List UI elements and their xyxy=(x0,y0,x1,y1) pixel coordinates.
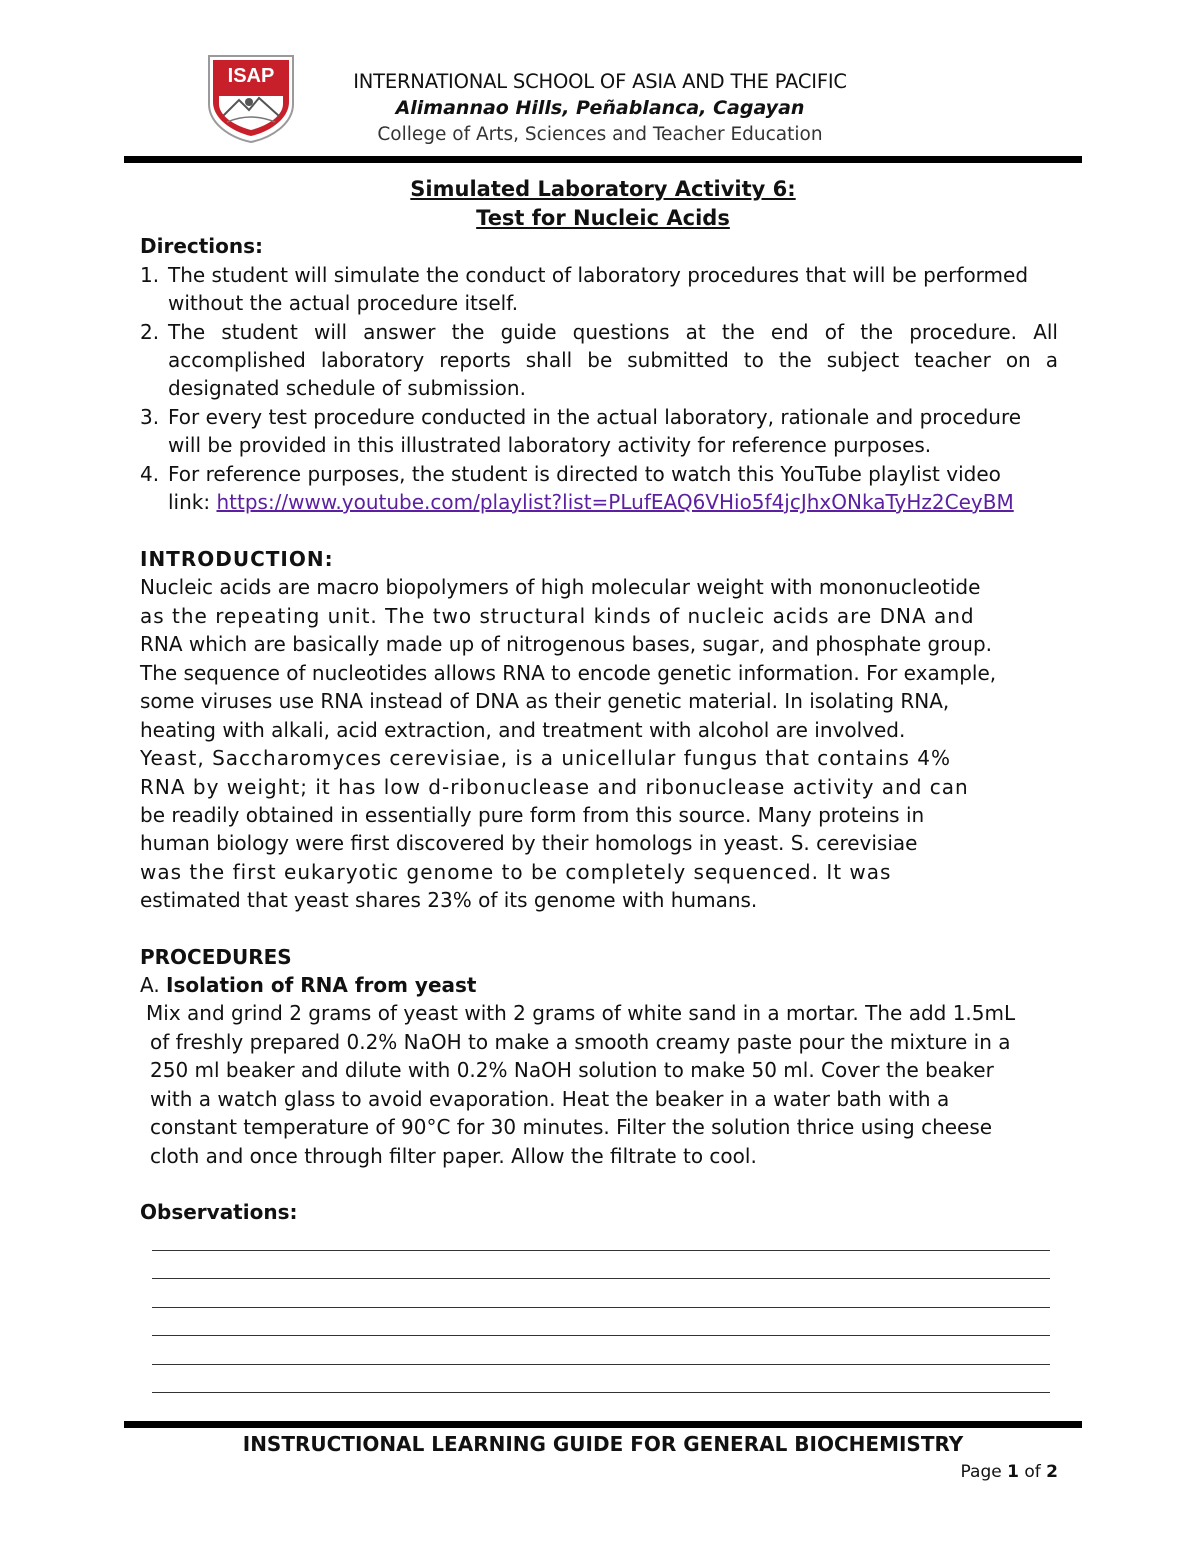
intro-line: The sequence of nucleotides allows RNA to encode genetic information. For example, xyxy=(140,661,997,685)
answer-line[interactable] xyxy=(152,1392,1050,1393)
answer-line[interactable] xyxy=(152,1250,1050,1251)
intro-line: was the first eukaryotic genome to be completely sequenced. It was xyxy=(140,860,892,884)
procedure-letter: A. xyxy=(140,973,167,997)
isap-logo xyxy=(205,52,297,144)
intro-line: human biology were first discovered by their homologs in yeast. S. cerevisiae xyxy=(140,831,918,855)
direction-number: 4. xyxy=(140,462,160,486)
intro-line: estimated that yeast shares 23% of its genome with humans. xyxy=(140,888,758,912)
procedure-line: 250 ml beaker and dilute with 0.2% NaOH solution to make 50 ml. Cover the beaker xyxy=(150,1058,994,1082)
procedure-line: with a watch glass to avoid evaporation. Heat the beaker in a water bath with a xyxy=(150,1087,950,1111)
direction-line: designated schedule of submission. xyxy=(168,376,526,400)
page-number xyxy=(961,1462,1058,1482)
procedure-line: Mix and grind 2 grams of yeast with 2 grams of white sand in a mortar. The add 1.5mL xyxy=(146,1001,1016,1025)
direction-link-line xyxy=(168,488,1014,516)
intro-line: Yeast, Saccharomyces cerevisiae, is a unicellular fungus that contains 4% xyxy=(140,746,952,770)
footer-guide-title: INSTRUCTIONAL LEARNING GUIDE FOR GENERAL BIOCHEMISTRY xyxy=(242,1432,964,1456)
header-divider xyxy=(124,156,1082,163)
page-current: 1 xyxy=(1007,1462,1019,1482)
directions-heading: Directions: xyxy=(140,234,264,258)
page-of: of xyxy=(1018,1462,1047,1482)
direction-line: For every test procedure conducted in the actual laboratory, rationale and procedure xyxy=(168,405,1022,429)
answer-line[interactable] xyxy=(152,1335,1050,1336)
school-address: Alimannao Hills, Peñablanca, Cagayan xyxy=(395,97,805,119)
procedure-line: cloth and once through filter paper. Allow the filtrate to cool. xyxy=(150,1144,757,1168)
intro-line: be readily obtained in essentially pure form from this source. Many proteins in xyxy=(140,803,925,827)
intro-line: RNA which are basically made up of nitrogenous bases, sugar, and phosphate group. xyxy=(140,632,993,656)
procedure-line: of freshly prepared 0.2% NaOH to make a smooth creamy paste pour the mixture in a xyxy=(150,1030,1011,1054)
page-label: Page xyxy=(960,1462,1008,1482)
procedures-heading: PROCEDURES xyxy=(140,945,292,969)
college-name: College of Arts, Sciences and Teacher Education xyxy=(377,124,823,145)
answer-line[interactable] xyxy=(152,1364,1050,1365)
activity-title: Simulated Laboratory Activity 6: xyxy=(410,177,796,201)
direction-number: 2. xyxy=(140,320,160,344)
intro-line: some viruses use RNA instead of DNA as their genetic material. In isolating RNA, xyxy=(140,689,950,713)
answer-line[interactable] xyxy=(152,1307,1050,1308)
intro-line: as the repeating unit. The two structural kinds of nucleic acids are DNA and xyxy=(140,604,975,628)
procedure-title: Isolation of RNA from yeast xyxy=(166,973,477,997)
answer-line[interactable] xyxy=(152,1278,1050,1279)
procedure-subheading xyxy=(140,971,477,999)
direction-number: 1. xyxy=(140,263,160,287)
logo-text: ISAP xyxy=(227,65,275,87)
intro-line: Nucleic acids are macro biopolymers of high molecular weight with mononucleotide xyxy=(140,575,981,599)
school-name: INTERNATIONAL SCHOOL OF ASIA AND THE PACIFIC xyxy=(353,70,847,93)
direction-line: without the actual procedure itself. xyxy=(168,291,519,315)
page-total: 2 xyxy=(1046,1462,1058,1482)
direction-line: will be provided in this illustrated laboratory activity for reference purposes. xyxy=(168,433,932,457)
direction-line: The student will answer the guide questions at the end of the procedure. All xyxy=(168,320,1058,344)
direction-number: 3. xyxy=(140,405,160,429)
intro-line: heating with alkali, acid extraction, and treatment with alcohol are involved. xyxy=(140,718,906,742)
footer-divider xyxy=(124,1421,1082,1428)
activity-subtitle: Test for Nucleic Acids xyxy=(476,206,730,230)
direction-line: accomplished laboratory reports shall be submitted to the subject teacher on a xyxy=(168,348,1058,372)
direction-line: For reference purposes, the student is directed to watch this YouTube playlist video xyxy=(168,462,1001,486)
youtube-playlist-link[interactable]: https://www.youtube.com/playlist?list=PLufEAQ6VHio5f4jcJhxONkaTyHz2CeyBM xyxy=(216,490,1014,514)
intro-line: RNA by weight; it has low d-ribonuclease and ribonuclease activity and can xyxy=(140,775,969,799)
observations-heading: Observations: xyxy=(140,1200,298,1224)
link-prefix: link: xyxy=(168,490,217,514)
procedure-line: constant temperature of 90°C for 30 minutes. Filter the solution thrice using cheese xyxy=(150,1115,993,1139)
introduction-heading: INTRODUCTION: xyxy=(140,547,334,571)
direction-line: The student will simulate the conduct of laboratory procedures that will be performed xyxy=(168,263,1029,287)
